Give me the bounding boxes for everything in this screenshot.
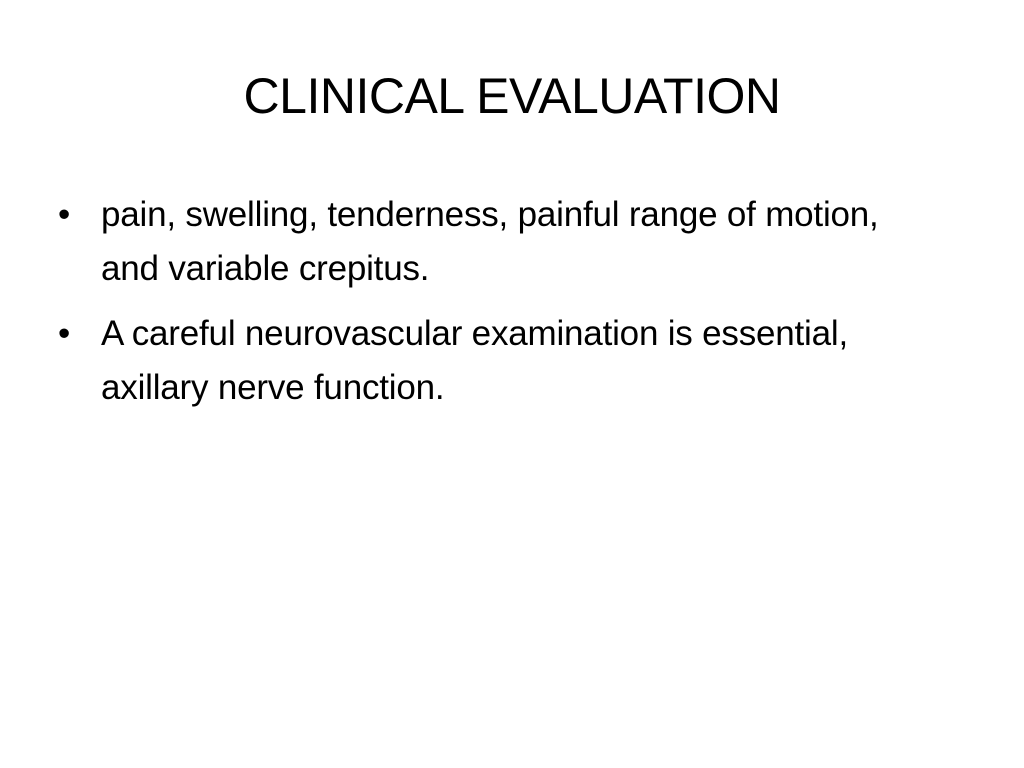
bullet-text: A careful neurovascular examination is essential, axillary nerve function. (101, 314, 848, 407)
bullet-item (58, 188, 938, 296)
bullet-item (58, 307, 938, 415)
bullet-marker: • (58, 314, 71, 353)
bullet-list (58, 188, 938, 426)
bullet-marker: • (58, 195, 71, 234)
bullet-text: pain, swelling, tenderness, painful range of motion, and variable crepitus. (101, 195, 879, 288)
slide-title: CLINICAL EVALUATION (243, 68, 781, 124)
